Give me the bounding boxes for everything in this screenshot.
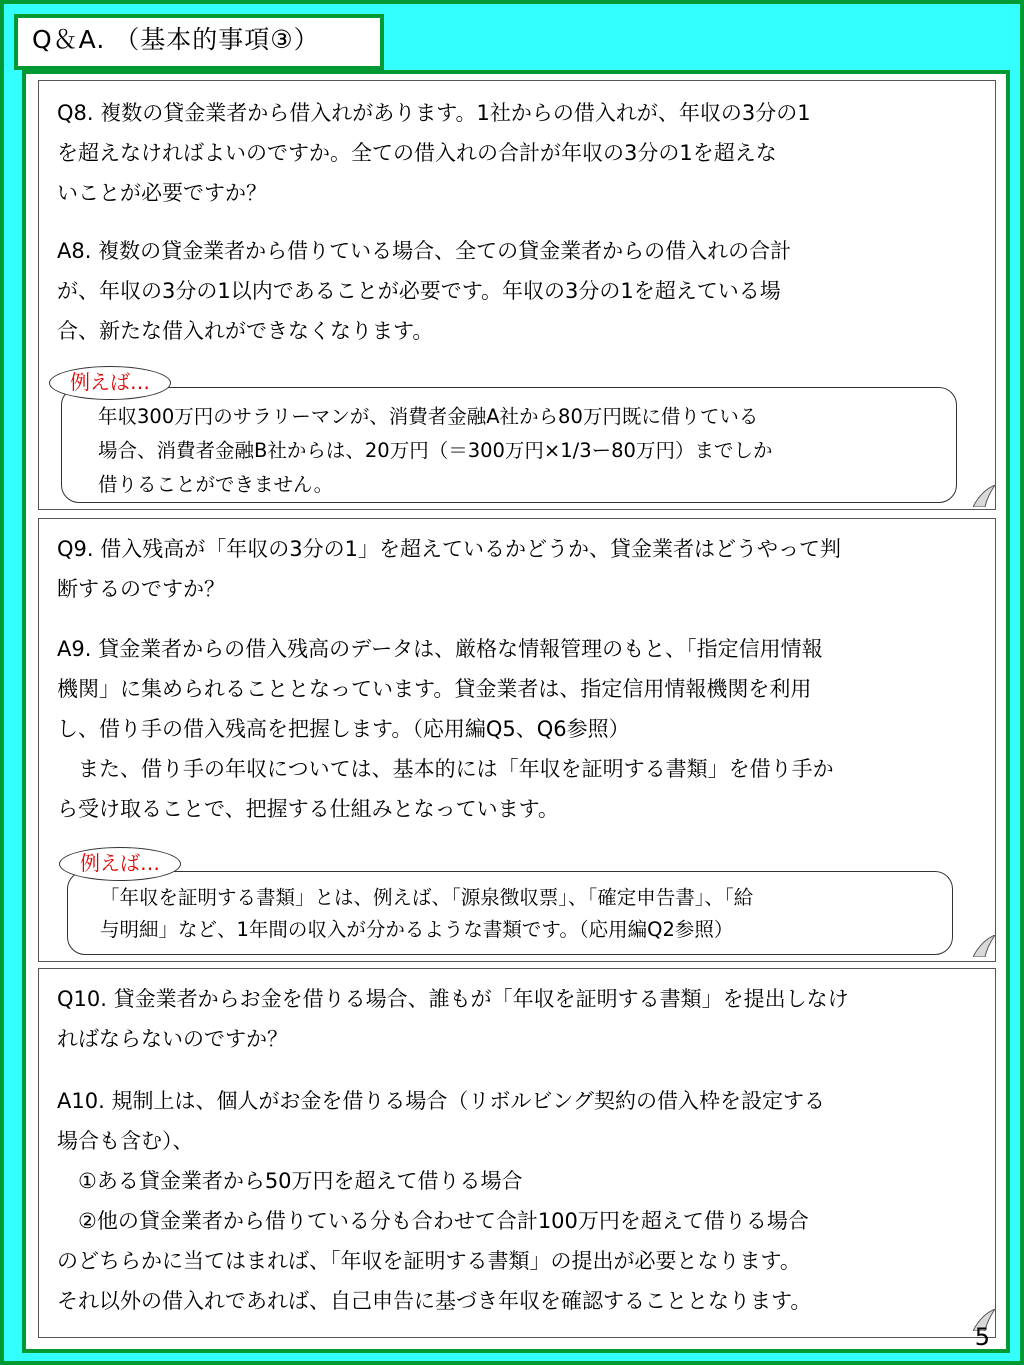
- answer-a9: [57, 629, 979, 829]
- answer-line: それ以外の借入れであれば、自己申告に基づき年収を確認することとなります。: [57, 1289, 812, 1313]
- example-line: 与明細」など、1年間の収入が分かるような書類です。（応用編Q2参照）: [100, 918, 734, 941]
- question-q8: [57, 93, 979, 213]
- question-line: ればならないのですか？: [57, 1027, 288, 1051]
- page-curl-icon: [973, 485, 995, 507]
- question-q9: [57, 529, 979, 609]
- question-line: いことが必要ですか？: [57, 181, 267, 205]
- question-line: 断するのですか？: [57, 577, 225, 601]
- question-line: を超えなければよいのですか。全ての借入れの合計が年収の3分の1を超えな: [57, 141, 777, 165]
- page-title: Q＆A. （基本的事項③）: [14, 14, 384, 70]
- example-line: 「年収を証明する書類」とは、例えば、「源泉徴収票」、「確定申告書」、「給: [100, 886, 754, 909]
- answer-line: ①ある貸金業者から50万円を超えて借りる場合: [57, 1169, 523, 1193]
- qa-panel-q9: [38, 518, 996, 962]
- page-curl-icon: [973, 935, 995, 957]
- answer-a8: [57, 231, 979, 351]
- example-line: 年収300万円のサラリーマンが、消費者金融A社から80万円既に借りている: [98, 405, 759, 428]
- answer-line: A9. 貸金業者からの借入残高のデータは、厳格な情報管理のもと、「指定信用情報: [57, 637, 823, 661]
- question-q10: [57, 979, 979, 1059]
- answer-line: ②他の貸金業者から借りている分も合わせて合計100万円を超えて借りる場合: [57, 1209, 809, 1233]
- qa-panel-q8: [38, 80, 996, 510]
- page-number: 5: [974, 1323, 990, 1351]
- example-line: 場合、消費者金融B社からは、20万円（＝300万円×1/3ー80万円）までしか: [98, 439, 773, 462]
- answer-line: し、借り手の借入残高を把握します。（応用編Q5、Q6参照）: [57, 717, 630, 741]
- answer-line: 機関」に集められることとなっています。貸金業者は、指定信用情報機関を利用: [57, 677, 812, 701]
- answer-line: また、借り手の年収については、基本的には「年収を証明する書類」を借り手か: [57, 757, 834, 781]
- answer-line: A10. 規制上は、個人がお金を借りる場合（リボルビング契約の借入枠を設定する: [57, 1089, 826, 1113]
- example-callout: [67, 871, 953, 955]
- answer-line: A8. 複数の貸金業者から借りている場合、全ての貸金業者からの借入れの合計: [57, 239, 792, 263]
- answer-line: が、年収の3分の1以内であることが必要です。年収の3分の1を超えている場: [57, 279, 781, 303]
- example-callout: [61, 387, 957, 503]
- example-line: 借りることができません。: [98, 473, 334, 496]
- question-line: Q8. 複数の貸金業者から借入れがあります。1社からの借入れが、年収の3分の1: [57, 101, 811, 125]
- answer-a10: [57, 1081, 979, 1321]
- example-label: 例えば…: [49, 366, 171, 400]
- question-line: Q9. 借入残高が「年収の3分の1」を超えているかどうか、貸金業者はどうやって判: [57, 537, 841, 561]
- answer-line: のどちらかに当てはまれば、「年収を証明する書類」の提出が必要となります。: [57, 1249, 801, 1273]
- example-label: 例えば…: [59, 847, 181, 881]
- answer-line: 合、新たな借入れができなくなります。: [57, 319, 434, 343]
- answer-line: ら受け取ることで、把握する仕組みとなっています。: [57, 797, 559, 821]
- answer-line: 場合も含む）、: [57, 1129, 194, 1153]
- qa-panel-q10: [38, 968, 996, 1338]
- question-line: Q10. 貸金業者からお金を借りる場合、誰もが「年収を証明する書類」を提出しなけ: [57, 987, 849, 1011]
